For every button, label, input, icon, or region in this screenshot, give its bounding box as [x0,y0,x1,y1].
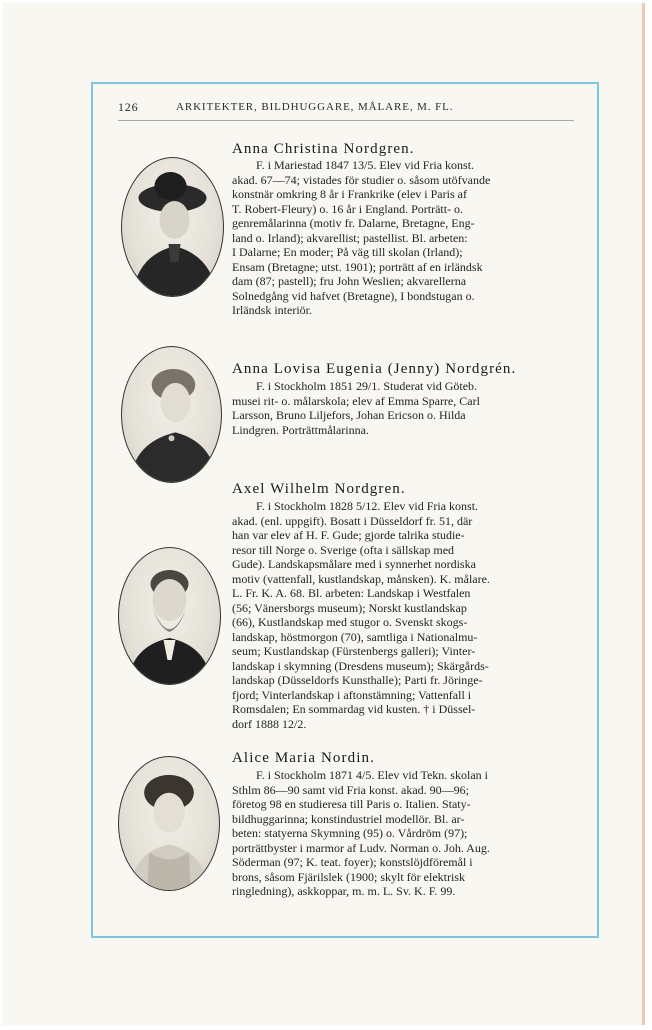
bio-line: akad. 67—74; vistades för studier o. såsom utöfvande [232,172,491,187]
bio-line: Ensam (Bretagne; utst. 1901); porträtt af en irländsk [232,259,483,274]
portrait-alice-maria-nordin [118,756,220,891]
entry-name: Axel Wilhelm Nordgren. [232,481,406,497]
bio-line: I Dalarne; En moder; På väg till skolan (Irland); [232,245,463,259]
bio-line: Gude). Landskapsmålare med i synnerhet nordiska [232,557,476,571]
bio-line: dam (87; pastell); fru John Weslien; akvarellerna [232,274,467,288]
bio-line: motiv (vattenfall, kustlandskap, månsken). K. målare. [232,571,490,586]
bio-line: dorf 1888 12/2. [232,716,307,731]
bio-line: Irländsk interiör. [232,303,312,317]
bio-line: F. i Stockholm 1828 5/12. Elev vid Fria konst. [256,499,479,513]
portrait-young-woman-icon [119,757,219,890]
bio-line: T. Robert-Fleury) o. 16 år i England. Porträtt- o. [232,201,464,216]
bio-line: Lindgren. Porträttmålarinna. [232,422,369,437]
entry-name: Anna Christina Nordgren. [232,141,415,157]
bio-line: bildhuggarinna; konstindustriel modellör. Bl. ar- [232,811,465,826]
bio-line: genremålarinna (motiv fr. Dalarne, Bretagne, Eng- [232,216,475,230]
header-rule [118,120,574,121]
portrait-woman-with-hat-icon [122,158,223,296]
bio-line: (56; Vänersborgs museum); Norskt kustlandskap [232,600,467,615]
bio-line: Larsson, Bruno Liljefors, Johan Ericson o. Hilda [232,408,466,422]
entry-biography [232,379,574,437]
bio-line: beten: statyerna Skymning (95) o. Vårdröm (97); [232,826,468,840]
bio-line: musei rit- o. målarskola; elev af Emma Sparre, Carl [232,393,480,408]
running-title: ARKITEKTER, BILDHUGGARE, MÅLARE, M. FL. [176,101,454,113]
bio-line: porträttbyster i marmor af Ludv. Norman o. Joh. Aug. [232,840,490,855]
portrait-axel-wilhelm-nordgren [118,547,221,685]
entry-biography [232,499,574,731]
bio-line: F. i Mariestad 1847 13/5. Elev vid Fria konst. [256,158,475,172]
bio-line: F. i Stockholm 1851 29/1. Studerat vid Göteb. [256,379,478,393]
bio-line: han var elev af H. F. Gude; gjorde talrika studie- [232,528,465,542]
bio-line: företog 98 en studieresa till Paris o. Italien. Staty- [232,797,471,811]
page-number: 126 [118,100,139,114]
bio-line: konstnär omkring 8 år i Frankrike (elev i Paris af [232,187,467,201]
bio-line: Romsdalen; En sommardag vid kusten. † i Düssel- [232,702,476,716]
bio-line: landskap, höstmorgon (70), samtliga i Nationalmu- [232,629,478,644]
bio-line: ringledning), askkoppar, m. m. L. Sv. K. F. 99. [232,884,456,898]
entry-name: Alice Maria Nordin. [232,750,375,766]
entry-biography [232,768,574,899]
portrait-anna-christina-nordgren [121,157,224,297]
entry-name: Anna Lovisa Eugenia (Jenny) Nordgrén. [232,361,517,377]
entry-biography [232,158,574,318]
bio-line: F. i Stockholm 1871 4/5. Elev vid Tekn. skolan i [256,768,488,782]
bio-line: seum; Kustlandskap (Fürstenbergs galleri); Vinter- [232,644,476,658]
bio-line: Söderman (97; K. teat. foyer); konstslöjdföremål i [232,855,473,869]
bio-line: land o. Irland); akvarellist; pastellist. Bl. arbeten: [232,230,468,245]
bio-line: Sthlm 86—90 samt vid Fria konst. akad. 90—96; [232,782,469,797]
bio-line: L. Fr. K. A. 68. Bl. arbeten: Landskap i Westfalen [232,586,471,600]
bio-line: landskap (Düsseldorfs Kunsthalle); Parti fr. Jöringe- [232,673,483,687]
bio-line: fjord; Vinterlandskap i aftonstämning; Vattenfall i [232,687,472,702]
bio-line: resor till Norge o. Sverige (ofta i sällskap med [232,542,455,557]
bio-line: Solnedgång vid hafvet (Bretagne), I bondstugan o. [232,288,475,303]
bio-line: akad. (enl. uppgift). Bosatt i Düsseldorf fr. 51, där [232,513,473,528]
bio-line: landskap i skymning (Dresdens museum); Skärgårds- [232,658,489,673]
bio-line: brons, såsom Fjärilslek (1900; skylt för elektrisk [232,869,465,884]
bio-line: (66), Kustlandskap med stugor o. Svenskt skogs- [232,615,468,629]
portrait-jenny-nordgren [121,346,222,483]
portrait-woman-icon [122,347,221,482]
portrait-bearded-man-icon [119,548,220,684]
